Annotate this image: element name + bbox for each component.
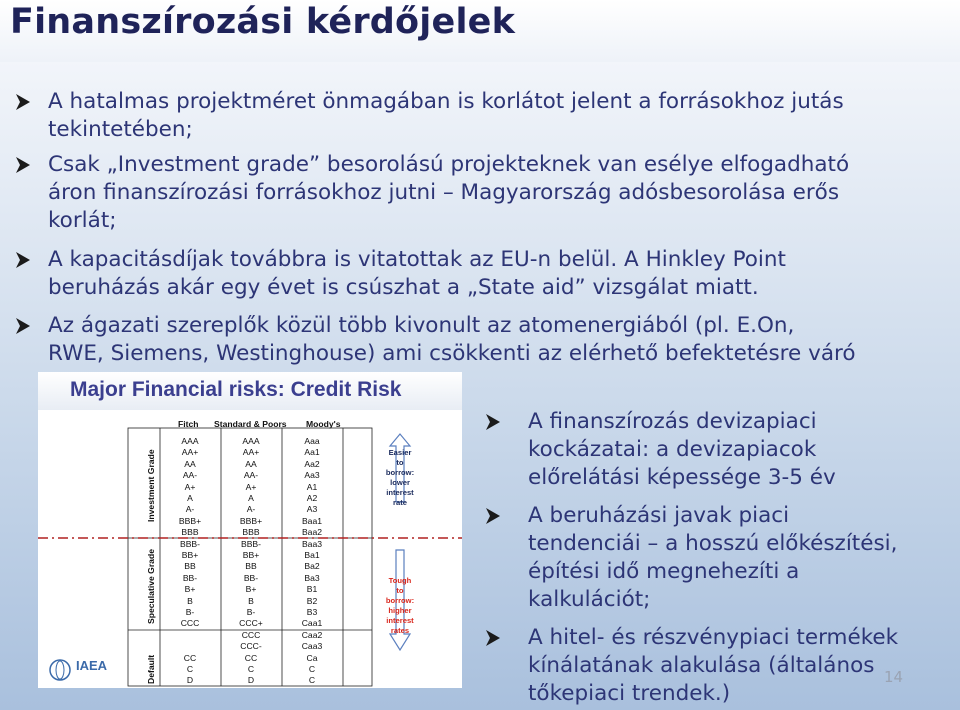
arrow-bullet-icon xyxy=(484,502,504,530)
rating-cell: Baa1 xyxy=(301,515,323,526)
rating-cell: BB xyxy=(245,561,257,572)
speculative-grade-label: Speculative Grade xyxy=(146,549,156,624)
rating-cell: BB- xyxy=(243,572,259,583)
rating-cell: B xyxy=(248,595,254,606)
rating-cell: A+ xyxy=(245,481,257,492)
rating-cell: BBB xyxy=(181,527,199,538)
arrow-bullet-icon xyxy=(484,624,504,652)
right-bullet-3-line-1: A hitel- és részvénypiaci termékek xyxy=(528,625,899,650)
right-bullet-2-line-1: A beruházási javak piaci xyxy=(528,503,790,528)
rating-cell: C xyxy=(308,675,316,686)
rating-cell: Caa1 xyxy=(301,618,323,629)
rating-cell: B+ xyxy=(184,584,196,595)
rating-cell: B- xyxy=(246,607,256,617)
rating-cell: B3 xyxy=(306,607,318,617)
rating-cell: CCC xyxy=(241,629,261,640)
rating-cell: Aaa xyxy=(304,436,320,446)
rating-cell: A xyxy=(187,493,193,503)
rating-cell: BB+ xyxy=(242,550,260,560)
default-label: Default xyxy=(146,654,156,684)
rating-cell: BBB- xyxy=(179,538,201,549)
right-bullet-1-line-2: kockázatai: a devizapiacok xyxy=(528,437,817,462)
rating-cell: BB- xyxy=(182,572,198,583)
arrow-bullet-icon xyxy=(14,312,34,340)
rating-cell: CCC xyxy=(180,618,200,629)
figure-heading: Major Financial risks: Credit Risk xyxy=(70,378,402,401)
rating-cell: C xyxy=(247,664,255,674)
rating-cell: AAA xyxy=(242,436,260,446)
rating-cell: Caa3 xyxy=(301,641,323,652)
rating-cell: B1 xyxy=(306,584,318,595)
tough-note: Tough to borrow: higher interest rates xyxy=(385,576,415,635)
rating-cell: BBB+ xyxy=(239,515,263,526)
rating-cell: CC xyxy=(183,652,197,663)
bullet-2-line-2: áron finanszírozási forrásokhoz jutni – Magyarország adósbesorolása erős xyxy=(48,180,840,205)
rating-cell: BBB xyxy=(242,527,260,538)
right-bullet-2-line-3: építési idő megnehezíti a xyxy=(528,559,800,584)
right-bullet-2-line-4: kalkulációt; xyxy=(528,587,651,612)
rating-cell: AA- xyxy=(243,470,259,481)
rating-cell: Ba2 xyxy=(304,561,320,572)
column-sp: Standard & Poors xyxy=(214,419,287,429)
column-fitch: Fitch xyxy=(178,419,199,429)
rating-cell: Baa3 xyxy=(301,538,323,549)
rating-cell: A2 xyxy=(306,493,318,503)
right-bullet-2-line-2: tendenciái – a hosszú előkészítési, xyxy=(528,531,898,556)
rating-cell: AA xyxy=(245,458,257,469)
rating-cell: B+ xyxy=(245,584,257,595)
rating-cell: A3 xyxy=(306,504,318,515)
rating-cell: Aa2 xyxy=(304,458,320,469)
rating-cell: BBB+ xyxy=(178,515,202,526)
rating-cell: Ca xyxy=(306,652,318,663)
rating-cell: A xyxy=(248,493,254,503)
arrow-bullet-icon xyxy=(14,88,34,116)
rating-cell: C xyxy=(308,664,316,674)
bullet-3-line-1: A kapacitásdíjak továbbra is vitatottak az EU-n belül. A Hinkley Point xyxy=(48,247,786,272)
arrow-bullet-icon xyxy=(14,246,34,274)
rating-cell: Aa1 xyxy=(304,447,320,458)
bullet-2-line-1: Csak „Investment grade” besorolású projekteknek van esélye elfogadható xyxy=(48,152,850,177)
rating-cell: AA- xyxy=(182,470,198,481)
rating-cell: BB xyxy=(184,561,196,572)
investment-grade-label: Investment Grade xyxy=(146,449,156,522)
bullet-1-line-1: A hatalmas projektméret önmagában is korlátot jelent a forrásokhoz jutás xyxy=(48,89,844,114)
page-number: 14 xyxy=(884,668,904,686)
rating-cell: Ba1 xyxy=(304,550,320,560)
arrow-bullet-icon xyxy=(484,408,504,436)
right-bullet-1-line-1: A finanszírozás devizapiaci xyxy=(528,409,817,434)
rating-cell: B xyxy=(187,595,193,606)
rating-cell: B- xyxy=(185,607,195,617)
rating-cell: D xyxy=(186,675,194,686)
right-bullet-3-line-2: kínálatának alakulása (általános xyxy=(528,653,875,678)
rating-cell: Ba3 xyxy=(304,572,320,583)
rating-cell: CCC- xyxy=(240,641,262,652)
iaea-logo-text: IAEA xyxy=(76,658,108,673)
right-bullet-1-line-3: előrelátási képessége 3-5 év xyxy=(528,465,836,490)
rating-cell: C xyxy=(186,664,194,674)
rating-cell: A- xyxy=(246,504,256,515)
rating-cell: A1 xyxy=(306,481,318,492)
bullet-3-line-2: beruházás akár egy évet is csúszhat a „State aid” vizsgálat miatt. xyxy=(48,275,759,300)
bullet-4-line-2: RWE, Siemens, Westinghouse) ami csökkenti az elérhető befektetésre váró xyxy=(48,341,856,366)
rating-cell: A- xyxy=(185,504,195,515)
credit-risk-figure xyxy=(38,372,462,688)
rating-cell: AA+ xyxy=(242,447,260,458)
bullet-1-line-2: tekintetében; xyxy=(48,117,193,142)
rating-cell: Baa2 xyxy=(301,527,323,538)
rating-cell: BB+ xyxy=(181,550,199,560)
rating-cell: CCC+ xyxy=(239,618,263,629)
bullet-2-line-3: korlát; xyxy=(48,208,117,233)
right-bullet-3-line-3: tőkepiaci trendek.) xyxy=(528,681,731,706)
rating-cell: D xyxy=(247,675,255,686)
arrow-bullet-icon xyxy=(14,151,34,179)
rating-cell: BBB- xyxy=(240,538,262,549)
rating-cell: Aa3 xyxy=(304,470,320,481)
slide-title: Finanszírozási kérdőjelek xyxy=(10,2,516,42)
rating-cell: AA+ xyxy=(181,447,199,458)
rating-cell: B2 xyxy=(306,595,318,606)
easier-note: Easier to borrow: lower interest rate xyxy=(385,448,415,507)
rating-cell: AAA xyxy=(181,436,199,446)
rating-cell: A+ xyxy=(184,481,196,492)
rating-cell: CC xyxy=(244,652,258,663)
rating-cell: Caa2 xyxy=(301,629,323,640)
bullet-4-line-1: Az ágazati szereplők közül több kivonult az atomenergiából (pl. E.On, xyxy=(48,313,795,338)
column-moodys: Moody's xyxy=(306,419,341,429)
rating-cell: AA xyxy=(184,458,196,469)
